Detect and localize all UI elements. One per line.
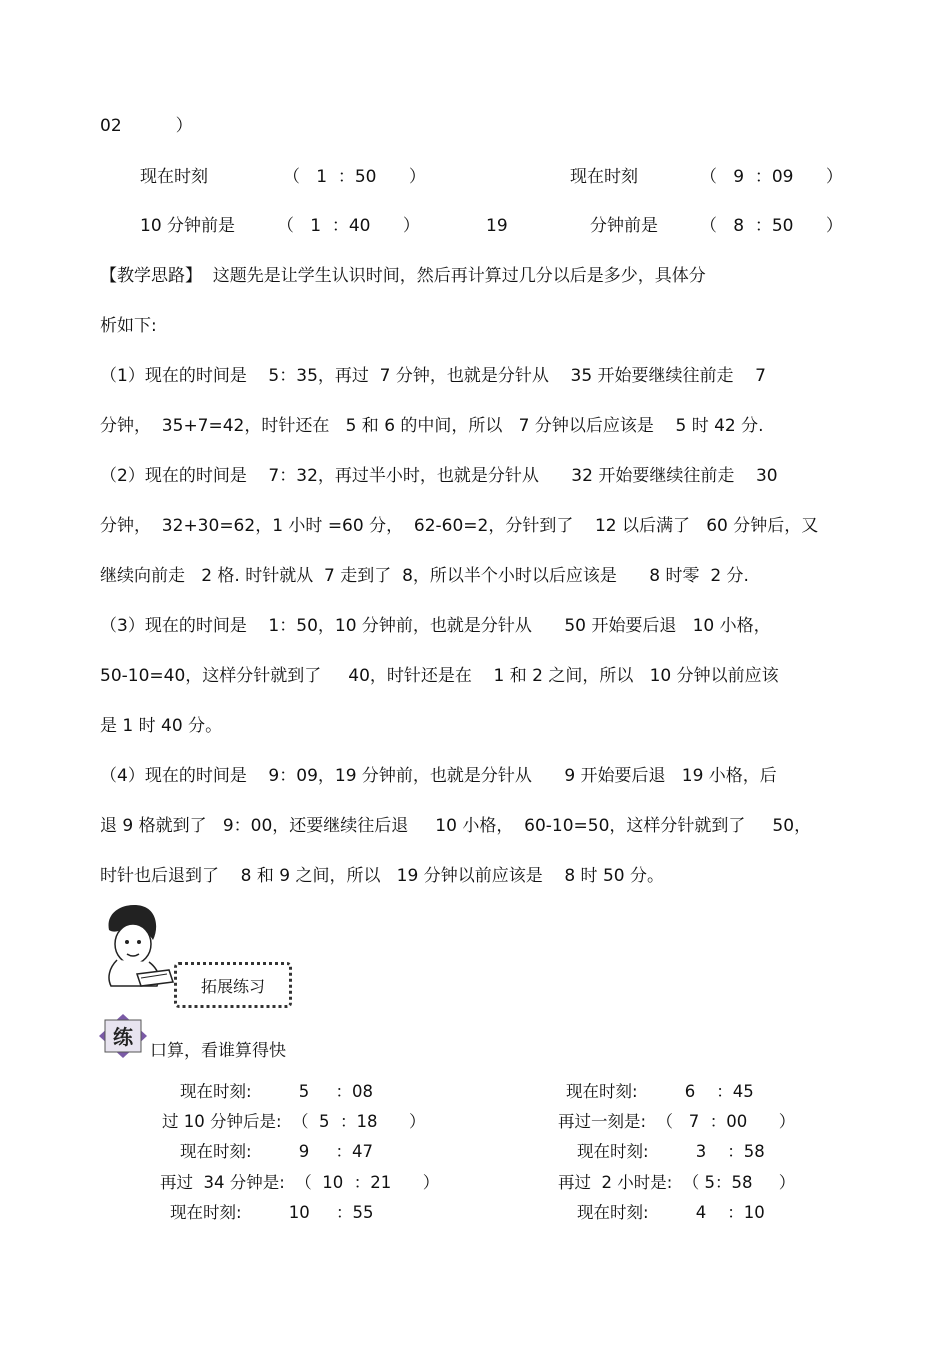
analysis-line: 退 9 格就到了 9：00，还要继续往后退 10 小格， 60-10=50，这样分针就到了 50， xyxy=(100,816,812,836)
analysis-line: （1）现在的时间是 5：35，再过 7 分钟，也就是分针从 35 开始要继续往前走 7 xyxy=(100,366,766,386)
analysis-line: 【教学思路】 这题先是让学生认识时间，然后再计算过几分以后是多少，具体分 xyxy=(100,266,706,286)
answer-line-fragment: 02 ） xyxy=(100,116,193,136)
analysis-line: 50-10=40，这样分针就到了 40，时针还是在 1 和 2 之间，所以 10 分钟以前应该 xyxy=(100,666,779,686)
exercise-right: 再过 2 小时是: （ 5：58 ） xyxy=(558,1173,796,1192)
exercise-right: 现在时刻: 4 ：10 xyxy=(577,1203,765,1222)
analysis-line: 分钟， 32+30=62，1 小时 =60 分， 62-60=2，分针到了 12 以后满了 60 分钟后，又 xyxy=(100,516,819,536)
row2-right-label: 分钟前是 xyxy=(590,216,658,236)
row1-right-value: （ 9 ：09 ） xyxy=(700,167,843,187)
row1-left-label: 现在时刻 xyxy=(140,167,208,187)
exercise-right: 现在时刻: 6 ：45 xyxy=(566,1082,754,1101)
exercise-left: 现在时刻: 10 ：55 xyxy=(170,1203,374,1222)
analysis-line: 分钟， 35+7=42，时针还在 5 和 6 的中间，所以 7 分钟以后应该是 5 时 42 分. xyxy=(100,416,764,436)
analysis-line: 时针也后退到了 8 和 9 之间，所以 19 分钟以前应该是 8 时 50 分。 xyxy=(100,866,664,886)
practice-instruction: 口算，看谁算得快 xyxy=(150,1041,286,1061)
analysis-line: （2）现在的时间是 7：32，再过半小时，也就是分针从 32 开始要继续往前走 30 xyxy=(100,466,778,486)
row2-left-value: （ 1 ：40 ） xyxy=(277,216,420,236)
exercise-right: 现在时刻: 3 ：58 xyxy=(577,1142,765,1161)
row2-mid-number: 19 xyxy=(486,216,508,236)
exercise-left: 再过 34 分钟是: （ 10 ：21 ） xyxy=(160,1173,440,1192)
analysis-line: （4）现在的时间是 9：09，19 分钟前，也就是分针从 9 开始要后退 19 小格，后 xyxy=(100,766,777,786)
exercise-left: 现在时刻: 5 ：08 xyxy=(180,1082,373,1101)
analysis-line: 继续向前走 2 格. 时针就从 7 走到了 8，所以半个小时以后应该是 8 时零 2 分. xyxy=(100,566,749,586)
exercise-right: 再过一刻是: （ 7 ：00 ） xyxy=(558,1112,796,1131)
analysis-line: （3）现在的时间是 1：50，10 分钟前，也就是分针从 50 开始要后退 10 小格， xyxy=(100,616,771,636)
extension-practice-tag xyxy=(174,962,292,1008)
row2-left-label: 10 分钟前是 xyxy=(140,216,236,236)
boy-reading-illustration xyxy=(97,900,177,990)
extension-practice-label: 拓展练习 xyxy=(200,976,265,996)
analysis-line: 析如下: xyxy=(100,316,157,336)
row2-right-value: （ 8 ：50 ） xyxy=(700,216,843,236)
row1-right-label: 现在时刻 xyxy=(570,167,638,187)
exercise-left: 现在时刻: 9 ：47 xyxy=(180,1142,373,1161)
analysis-line: 是 1 时 40 分。 xyxy=(100,716,223,736)
row1-left-value: （ 1 ：50 ） xyxy=(283,167,426,187)
practice-badge-char: 练 xyxy=(113,1025,133,1049)
exercise-left: 过 10 分钟后是: （ 5 ：18 ） xyxy=(162,1112,426,1131)
practice-badge-icon xyxy=(97,1012,149,1060)
